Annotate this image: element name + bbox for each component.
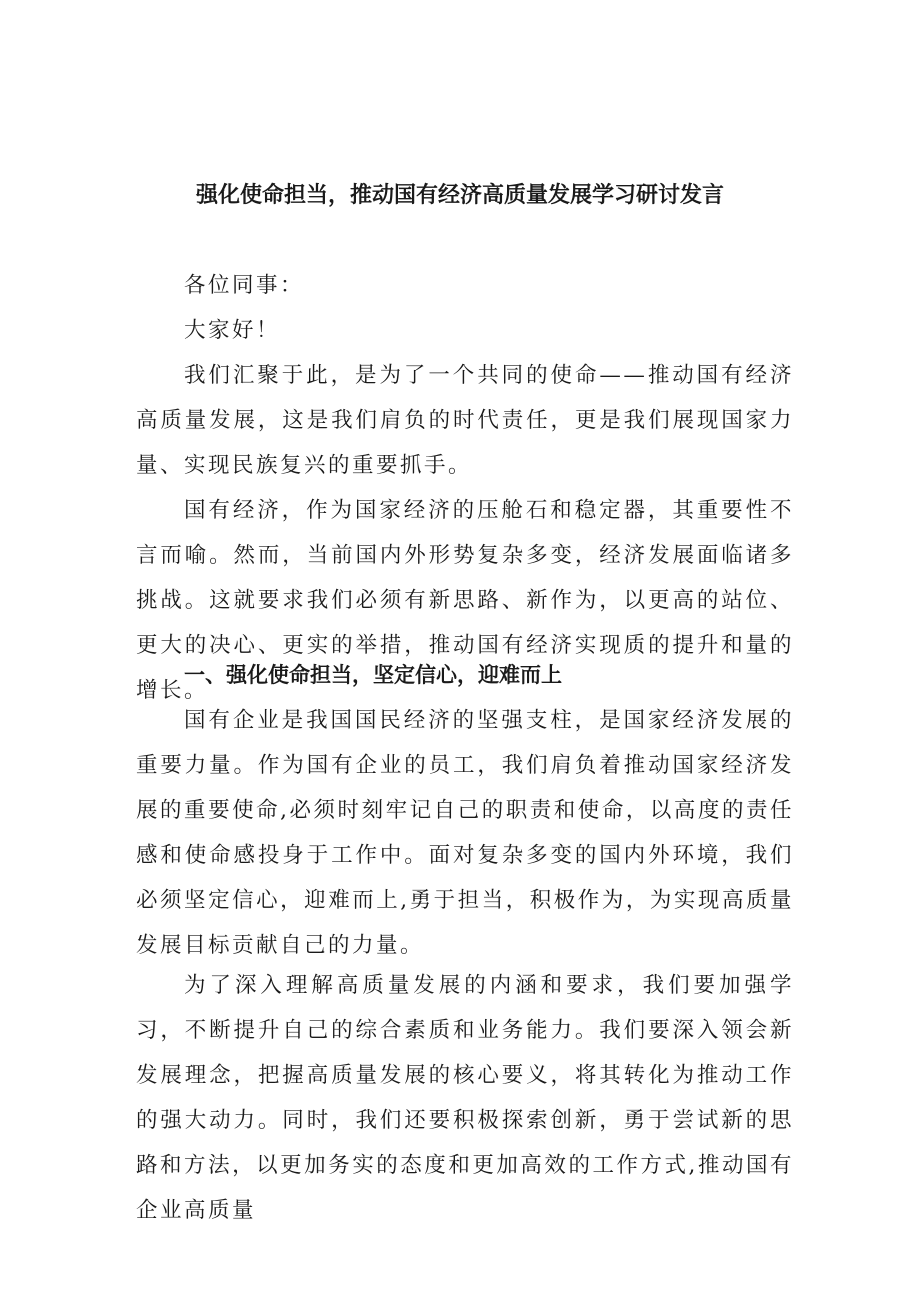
salutation: 各位同事： [184,273,305,298]
paragraph-intro: 我们汇聚于此，是为了一个共同的使命——推动国有经济高质量发展，这是我们肩负的时代责任，更是我们展现国家力量、实现民族复兴的重要抓手。 [136,363,794,478]
paragraph-section-1: 国有企业是我国国民经济的坚强支柱，是国家经济发展的重要力量。作为国有企业的员工，我们肩负着推动国家经济发展的重要使命,必须时刻牢记自己的职责和使命，以高度的责任感和使命感投身于工作中。面对复杂多变的国内外环境，我们必须坚定信心，迎难而上,勇于担当，积极作为，为实现高质量发展目标贡献自己的力量。 [136,708,794,958]
paragraph-context: 国有经济，作为国家经济的压舱石和稳定器，其重要性不言而喻。然而，当前国内外形势复杂多变，经济发展面临诸多挑战。这就要求我们必须有新思路、新作为，以更高的站位、更大的决心、更实的举措，推动国有经济实现质的提升和量的增长。 [136,498,794,703]
greeting: 大家好！ [184,318,281,343]
section-heading: 一、强化使命担当，坚定信心，迎难而上 [184,663,562,687]
document-title: 强化使命担当，推动国有经济高质量发展学习研讨发言 [195,183,724,208]
paragraph-section-2: 为了深入理解高质量发展的内涵和要求，我们要加强学习，不断提升自己的综合素质和业务能力。我们要深入领会新发展理念，把握高质量发展的核心要义，将其转化为推动工作的强大动力。同时，我们还要积极探索创新，勇于尝试新的思路和方法，以更加务实的态度和更加高效的工作方式,推动国有企业高质量 [136,973,794,1223]
